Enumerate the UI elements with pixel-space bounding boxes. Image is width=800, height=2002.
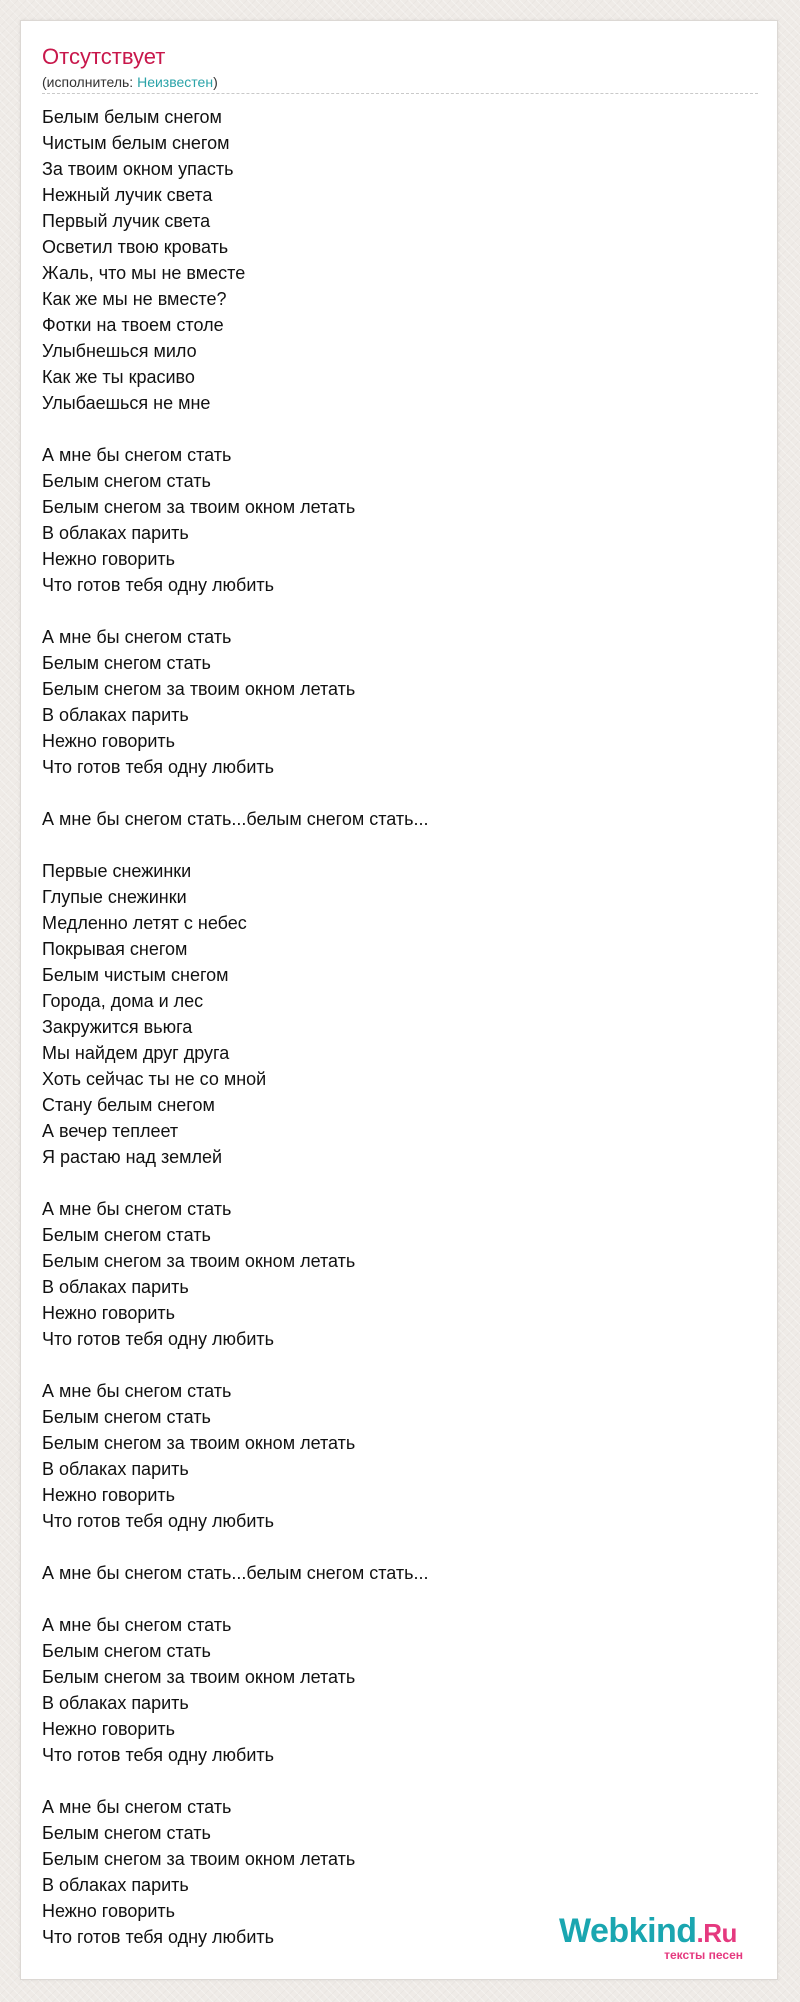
lyric-spacer xyxy=(42,780,758,806)
lyric-line: Что готов тебя одну любить xyxy=(42,1745,275,1765)
lyric-line: В облаках парить xyxy=(42,1875,189,1895)
lyric-line: Что готов тебя одну любить xyxy=(42,1329,275,1349)
lyric-line: Что готов тебя одну любить xyxy=(42,575,275,595)
lyric-line: Как же мы не вместе? xyxy=(42,289,227,309)
lyric-line: Нежно говорить xyxy=(42,1901,176,1921)
lyric-line: Белым снегом за твоим окном летать xyxy=(42,1849,356,1869)
lyric-line: А мне бы снегом стать xyxy=(42,1615,232,1635)
lyric-line: Белым снегом стать xyxy=(42,653,211,673)
lyric-line: А мне бы снегом стать xyxy=(42,627,232,647)
lyric-line: Белым снегом стать xyxy=(42,1641,211,1661)
lyric-line: Белым снегом стать xyxy=(42,1225,211,1245)
lyric-line: Нежно говорить xyxy=(42,1485,176,1505)
lyric-line: Как же ты красиво xyxy=(42,367,195,387)
lyric-spacer xyxy=(42,416,758,442)
lyric-line: Белым снегом стать xyxy=(42,1407,211,1427)
lyric-line: Белым снегом за твоим окном летать xyxy=(42,1667,356,1687)
lyric-line: В облаках парить xyxy=(42,1693,189,1713)
lyric-line: Нежно говорить xyxy=(42,1719,176,1739)
lyric-line: В облаках парить xyxy=(42,705,189,725)
lyric-line: Я растаю над землей xyxy=(42,1147,223,1167)
logo-tld: .Ru xyxy=(696,1918,737,1948)
lyric-line: Нежный лучик света xyxy=(42,185,213,205)
lyric-line: Белым снегом за твоим окном летать xyxy=(42,679,356,699)
lyric-spacer xyxy=(42,598,758,624)
artist-link[interactable]: Неизвестен xyxy=(137,74,214,90)
artist-prefix: (исполнитель: xyxy=(42,74,138,90)
lyric-line: Белым белым снегом xyxy=(42,107,222,127)
lyric-spacer xyxy=(42,1768,758,1794)
lyric-line: Что готов тебя одну любить xyxy=(42,757,275,777)
lyric-line: Белым снегом стать xyxy=(42,1823,211,1843)
lyric-line: В облаках парить xyxy=(42,1459,189,1479)
lyric-line: Что готов тебя одну любить xyxy=(42,1511,275,1531)
lyric-line: Покрывая снегом xyxy=(42,939,188,959)
lyric-line: Мы найдем друг друга xyxy=(42,1043,230,1063)
lyrics-body xyxy=(42,104,758,1950)
lyric-line: Белым чистым снегом xyxy=(42,965,229,985)
lyric-spacer xyxy=(42,832,758,858)
artist-suffix: ) xyxy=(213,74,218,90)
lyric-line: А мне бы снегом стать xyxy=(42,1381,232,1401)
lyric-line: Белым снегом за твоим окном летать xyxy=(42,1433,356,1453)
lyric-line: А мне бы снегом стать...белым снегом стать... xyxy=(42,1563,429,1583)
lyric-line: Хоть сейчас ты не со мной xyxy=(42,1069,267,1089)
lyric-line: В облаках парить xyxy=(42,1277,189,1297)
lyric-line: А вечер теплеет xyxy=(42,1121,179,1141)
lyric-line: Нежно говорить xyxy=(42,549,176,569)
lyric-line: Стану белым снегом xyxy=(42,1095,215,1115)
logo-tagline: тексты песен xyxy=(664,1948,743,1962)
lyric-line: Первый лучик света xyxy=(42,211,211,231)
lyric-line: Города, дома и лес xyxy=(42,991,204,1011)
lyric-line: Чистым белым снегом xyxy=(42,133,230,153)
lyric-line: Осветил твою кровать xyxy=(42,237,229,257)
lyric-line: Первые снежинки xyxy=(42,861,192,881)
lyric-line: А мне бы снегом стать xyxy=(42,445,232,465)
lyric-line: А мне бы снегом стать...белым снегом стать... xyxy=(42,809,429,829)
lyric-spacer xyxy=(42,1170,758,1196)
lyric-line: Фотки на твоем столе xyxy=(42,315,224,335)
song-title: Отсутствует xyxy=(42,44,166,69)
lyric-line: Медленно летят с небес xyxy=(42,913,247,933)
lyric-line: Нежно говорить xyxy=(42,731,176,751)
lyric-line: За твоим окном упасть xyxy=(42,159,234,179)
lyric-line: Нежно говорить xyxy=(42,1303,176,1323)
lyric-line: А мне бы снегом стать xyxy=(42,1797,232,1817)
lyric-spacer xyxy=(42,1534,758,1560)
logo-wordmark xyxy=(559,1911,737,1953)
lyric-line: Глупые снежинки xyxy=(42,887,187,907)
lyric-line: Улыбнешься мило xyxy=(42,341,197,361)
lyric-line: Улыбаешься не мне xyxy=(42,393,211,413)
song-header xyxy=(42,41,758,94)
lyric-line: Белым снегом за твоим окном летать xyxy=(42,497,356,517)
lyric-spacer xyxy=(42,1352,758,1378)
logo-brand: Webkind xyxy=(559,1912,697,1950)
lyric-line: Жаль, что мы не вместе xyxy=(42,263,246,283)
lyric-line: В облаках парить xyxy=(42,523,189,543)
artist-line xyxy=(42,73,218,91)
site-logo[interactable] xyxy=(559,1911,749,1963)
lyrics-card xyxy=(20,20,778,1980)
lyric-spacer xyxy=(42,1586,758,1612)
lyric-line: Закружится вьюга xyxy=(42,1017,193,1037)
lyric-line: А мне бы снегом стать xyxy=(42,1199,232,1219)
lyric-line: Белым снегом стать xyxy=(42,471,211,491)
lyric-line: Белым снегом за твоим окном летать xyxy=(42,1251,356,1271)
lyric-line: Что готов тебя одну любить xyxy=(42,1927,275,1947)
